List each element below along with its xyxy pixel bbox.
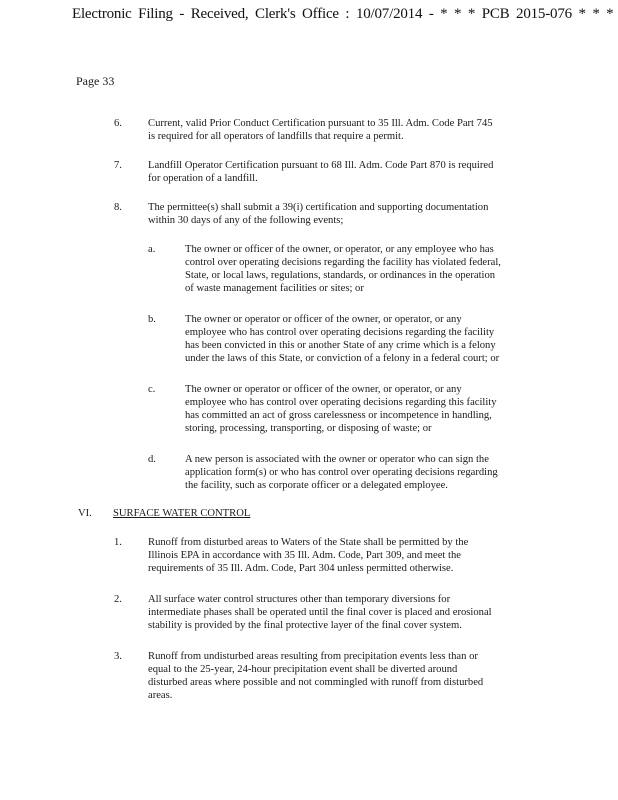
text-line: for operation of a landfill. bbox=[148, 173, 258, 184]
sub-item-text bbox=[185, 313, 550, 365]
sub-item-label: a. bbox=[148, 244, 156, 255]
text-line: equal to the 25-year, 24-hour precipitation event shall be diverted around bbox=[148, 664, 458, 675]
numbered-item-text bbox=[148, 650, 548, 702]
numbered-item-text bbox=[148, 593, 548, 632]
sub-item-label: c. bbox=[148, 384, 156, 395]
page-number: Page 33 bbox=[76, 74, 115, 88]
text-line: The permittee(s) shall submit a 39(i) certification and supporting documentation bbox=[148, 202, 489, 213]
numbered-item-text bbox=[148, 201, 548, 227]
text-line: All surface water control structures other than temporary diversions for bbox=[148, 594, 451, 605]
text-line: stability is provided by the final protective layer of the final cover system. bbox=[148, 620, 462, 631]
text-line: within 30 days of any of the following events; bbox=[148, 215, 344, 226]
numbered-item-label: 1. bbox=[114, 537, 122, 548]
numbered-item-label: 6. bbox=[114, 118, 122, 129]
text-line: A new person is associated with the owner or operator who can sign the bbox=[185, 454, 489, 465]
text-line: State, or local laws, regulations, standards, or ordinances in the operation bbox=[185, 270, 496, 281]
header-stamp: Electronic Filing - Received, Clerk's Office : 10/07/2014 - * * * PCB 2015-076 * * * bbox=[72, 6, 614, 22]
section-number: VI. bbox=[78, 508, 92, 519]
text-line: the facility, such as corporate officer or a delegated employee. bbox=[185, 480, 448, 491]
numbered-item-text bbox=[148, 117, 548, 143]
text-line: disturbed areas where possible and not commingled with runoff from disturbed bbox=[148, 677, 484, 688]
sub-item-label: b. bbox=[148, 314, 156, 325]
text-line: Illinois EPA in accordance with 35 Ill. Adm. Code, Part 309, and meet the bbox=[148, 550, 461, 561]
text-line: storing, processing, transporting, or disposing of waste; or bbox=[185, 423, 432, 434]
text-line: employee who has control over operating decisions regarding this facility bbox=[185, 397, 497, 408]
text-line: areas. bbox=[148, 690, 173, 701]
text-line: Current, valid Prior Conduct Certification pursuant to 35 Ill. Adm. Code Part 745 bbox=[148, 118, 493, 129]
text-line: has been convicted in this or another State of any crime which is a felony bbox=[185, 340, 496, 351]
text-line: application form(s) or who has control over operating decisions regarding bbox=[185, 467, 498, 478]
numbered-item-label: 3. bbox=[114, 651, 122, 662]
text-line: The owner or operator or officer of the owner, or operator, or any bbox=[185, 384, 462, 395]
text-line: Runoff from disturbed areas to Waters of the State shall be permitted by the bbox=[148, 537, 469, 548]
sub-item-text bbox=[185, 383, 550, 435]
text-line: of waste management facilities or sites; or bbox=[185, 283, 364, 294]
text-line: control over operating decisions regarding the facility has violated federal, bbox=[185, 257, 501, 268]
text-line: has committed an act of gross carelessness or incompetence in handling, bbox=[185, 410, 492, 421]
text-line: under the laws of this State, or conviction of a felony in a federal court; or bbox=[185, 353, 500, 364]
numbered-item-label: 8. bbox=[114, 202, 122, 213]
text-line: requirements of 35 Ill. Adm. Code, Part 304 unless permitted otherwise. bbox=[148, 563, 454, 574]
numbered-item-text bbox=[148, 536, 548, 575]
text-line: intermediate phases shall be operated until the final cover is placed and erosional bbox=[148, 607, 492, 618]
sub-item-text bbox=[185, 453, 550, 492]
text-line: Landfill Operator Certification pursuant to 68 Ill. Adm. Code Part 870 is required bbox=[148, 160, 494, 171]
section-title: SURFACE WATER CONTROL bbox=[113, 508, 251, 519]
text-line: The owner or officer of the owner, or operator, or any employee who has bbox=[185, 244, 494, 255]
text-line: employee who has control over operating decisions regarding the facility bbox=[185, 327, 495, 338]
text-line: The owner or operator or officer of the owner, or operator, or any bbox=[185, 314, 462, 325]
text-line: Runoff from undisturbed areas resulting from precipitation events less than or bbox=[148, 651, 478, 662]
numbered-item-label: 7. bbox=[114, 160, 122, 171]
numbered-item-label: 2. bbox=[114, 594, 122, 605]
text-line: is required for all operators of landfills that require a permit. bbox=[148, 131, 404, 142]
sub-item-text bbox=[185, 243, 550, 295]
sub-item-label: d. bbox=[148, 454, 156, 465]
numbered-item-text bbox=[148, 159, 548, 185]
